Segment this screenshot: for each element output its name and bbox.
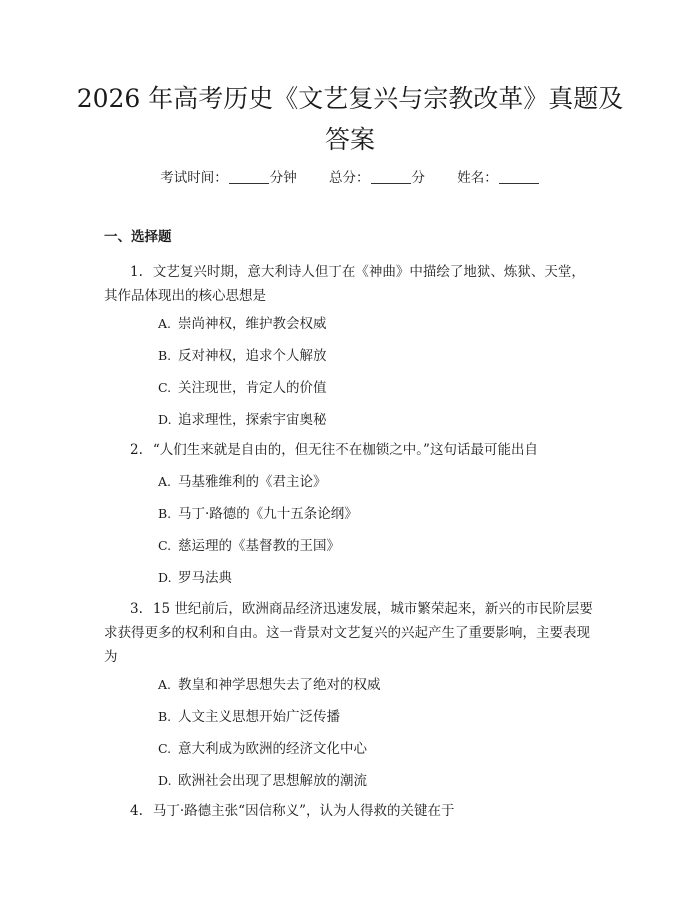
option-letter: A. — [158, 316, 172, 331]
option-text: 崇尚神权，维护教会权威 — [178, 316, 327, 332]
student-name-blank[interactable] — [499, 169, 539, 184]
option-letter: D. — [158, 570, 172, 585]
exam-time — [160, 168, 297, 188]
option-letter: C. — [158, 380, 172, 395]
page-title: 2026 年高考历史《文艺复兴与宗教改革》真题及答案 — [76, 84, 624, 154]
total-score-label: 总分： — [329, 170, 370, 186]
option-text: 马基雅维利的《君主论》 — [178, 474, 327, 490]
exam-time-blank[interactable] — [229, 169, 269, 184]
question-number: 4. — [130, 803, 143, 819]
option-letter: B. — [158, 348, 172, 363]
total-score-blank[interactable] — [371, 169, 411, 184]
option-text: 教皇和神学思想失去了绝对的权威 — [178, 677, 381, 693]
question-1-option-c[interactable] — [158, 378, 327, 398]
option-text: 反对神权，追求个人解放 — [178, 348, 327, 364]
exam-time-label: 考试时间： — [160, 170, 228, 186]
question-text: 文艺复兴时期，意大利诗人但丁在《神曲》中描绘了地狱、炼狱、天堂，其作品体现出的核心思想是 — [104, 264, 585, 304]
option-text: 马丁·路德的《九十五条论纲》 — [178, 506, 358, 522]
option-letter: C. — [158, 538, 172, 553]
option-letter: C. — [158, 741, 172, 756]
exam-info-line — [0, 168, 700, 188]
option-letter: B. — [158, 709, 172, 724]
question-2-option-c[interactable] — [158, 536, 340, 556]
option-text: 追求理性，探索宇宙奥秘 — [178, 412, 327, 428]
question-number: 1. — [130, 264, 143, 280]
option-letter: A. — [158, 677, 172, 692]
option-letter: D. — [158, 412, 172, 427]
question-text: 15 世纪前后，欧洲商品经济迅速发展，城市繁荣起来，新兴的市民阶层要求获得更多的权利和自由。这一背景对文艺复兴的兴起产生了重要影响，主要表现为 — [104, 601, 593, 665]
question-3-option-c[interactable] — [158, 739, 367, 759]
option-text: 人文主义思想开始广泛传播 — [178, 709, 340, 725]
question-3-option-a[interactable] — [158, 675, 381, 695]
question-3 — [104, 597, 596, 669]
question-2 — [104, 438, 596, 462]
question-2-option-a[interactable] — [158, 472, 327, 492]
question-3-option-b[interactable] — [158, 707, 340, 727]
exam-time-unit: 分钟 — [269, 170, 297, 186]
option-text: 罗马法典 — [178, 570, 232, 586]
option-text: 欧洲社会出现了思想解放的潮流 — [178, 773, 367, 789]
option-letter: A. — [158, 474, 172, 489]
question-text: “人们生来就是自由的，但无往不在枷锁之中。”这句话最可能出自 — [152, 442, 538, 458]
question-4 — [104, 799, 596, 823]
question-1-option-b[interactable] — [158, 346, 327, 366]
question-1 — [104, 260, 596, 308]
question-3-option-d[interactable] — [158, 771, 367, 791]
section-title: 一、选择题 — [104, 229, 172, 245]
question-2-option-b[interactable] — [158, 504, 358, 524]
option-text: 慈运理的《基督教的王国》 — [178, 538, 340, 554]
total-score — [329, 168, 425, 188]
question-1-option-a[interactable] — [158, 314, 327, 334]
option-text: 关注现世，肯定人的价值 — [178, 380, 327, 396]
student-name-label: 姓名： — [457, 170, 498, 186]
option-text: 意大利成为欧洲的经济文化中心 — [178, 741, 367, 757]
question-text: 马丁·路德主张“因信称义”，认为人得救的关键在于 — [152, 803, 455, 819]
question-2-option-d[interactable] — [158, 568, 232, 588]
option-letter: D. — [158, 773, 172, 788]
option-letter: B. — [158, 506, 172, 521]
total-score-unit: 分 — [411, 170, 425, 186]
question-number: 2. — [130, 442, 143, 458]
student-name — [457, 168, 540, 188]
question-1-option-d[interactable] — [158, 410, 327, 430]
question-number: 3. — [130, 601, 143, 617]
